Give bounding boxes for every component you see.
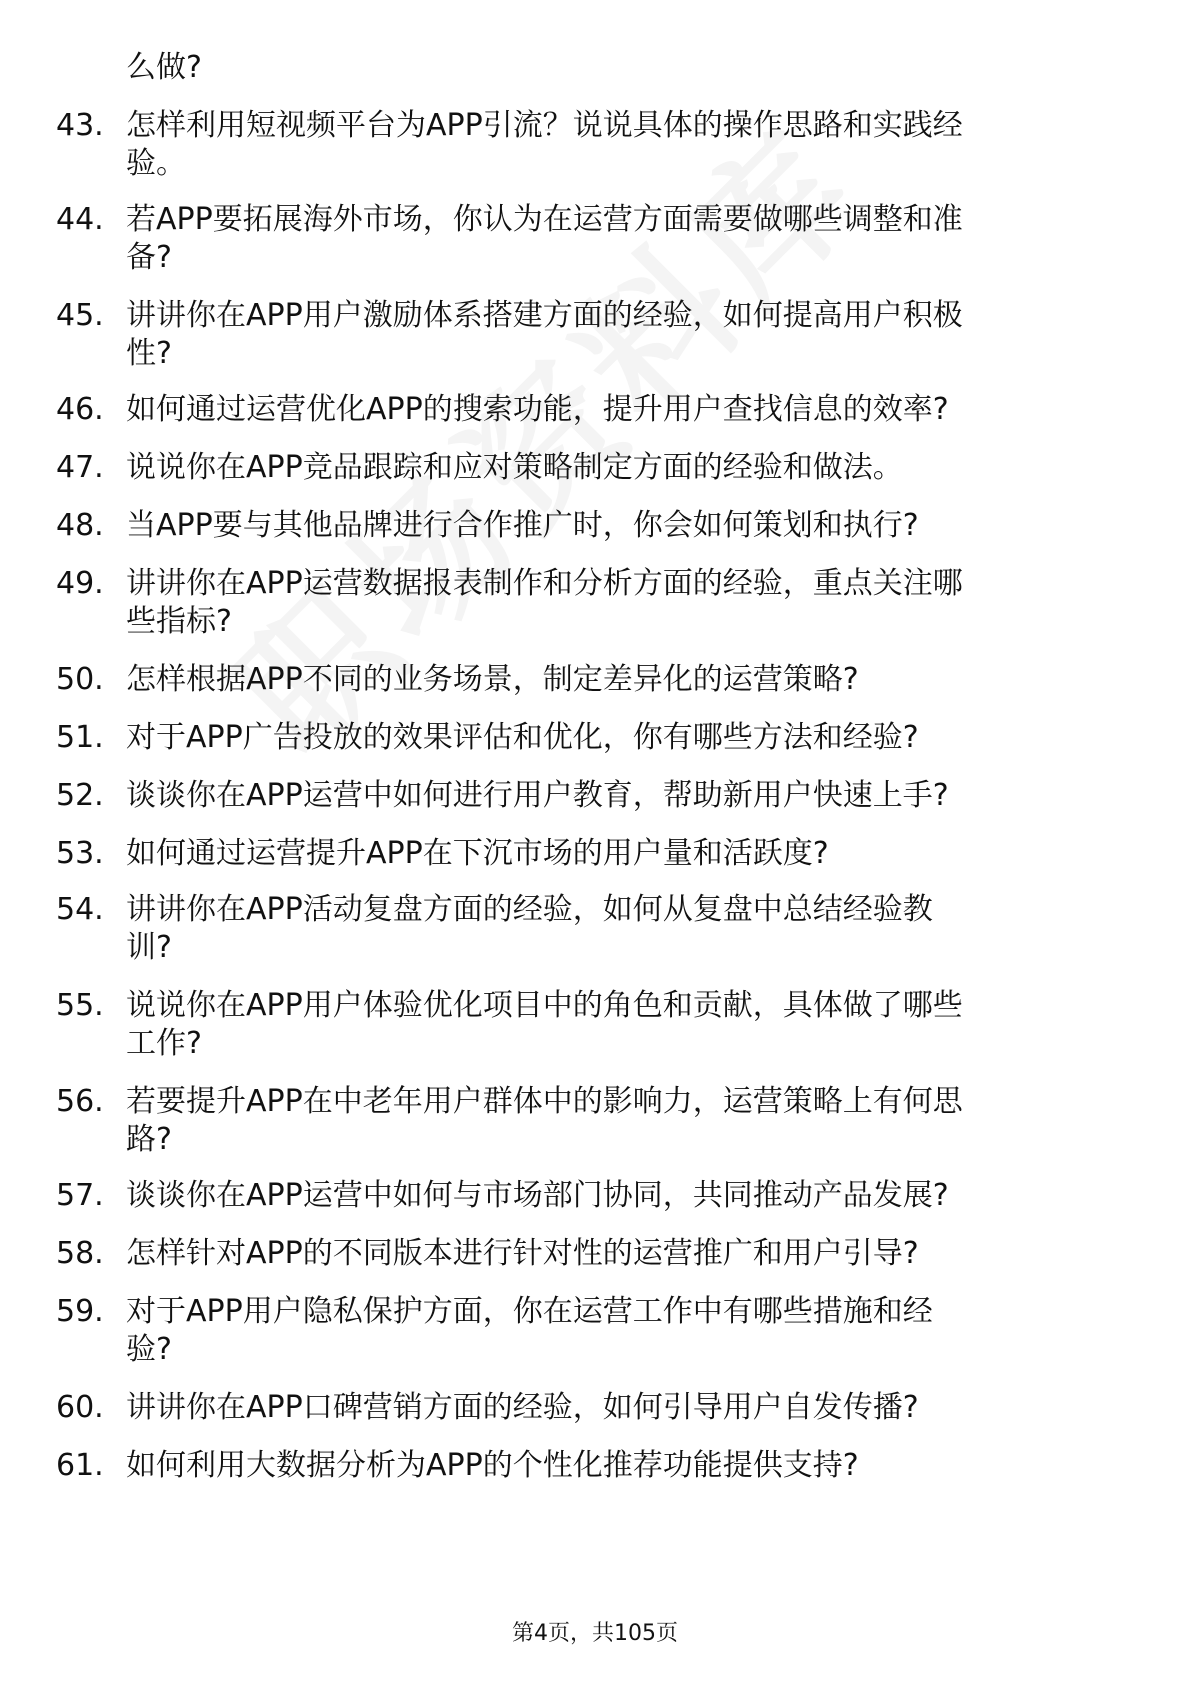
item-text: 如何利用大数据分析为APP的个性化推荐功能提供支持?: [126, 1448, 859, 1483]
item-text-continuation: 备?: [126, 240, 172, 275]
item-text: 谈谈你在APP运营中如何进行用户教育，帮助新用户快速上手?: [126, 778, 949, 813]
item-number: 47.: [56, 450, 104, 485]
page-number: 第4页，共105页: [512, 1621, 678, 1646]
item-text: 若要提升APP在中老年用户群体中的影响力，运营策略上有何思: [126, 1084, 963, 1119]
item-number: 53.: [56, 836, 104, 871]
item-text-continuation: 些指标?: [126, 604, 232, 639]
item-text-continuation: 工作?: [126, 1026, 202, 1061]
item-text: 讲讲你在APP用户激励体系搭建方面的经验，如何提高用户积极: [126, 298, 963, 333]
item-number: 54.: [56, 892, 104, 927]
item-number: 46.: [56, 392, 104, 427]
item-text: 怎样根据APP不同的业务场景，制定差异化的运营策略?: [126, 662, 859, 697]
item-text-continuation: 验。: [126, 146, 186, 181]
item-number: 49.: [56, 566, 104, 601]
item-text-continuation: 路?: [126, 1122, 172, 1157]
item-text: 对于APP用户隐私保护方面，你在运营工作中有哪些措施和经: [126, 1294, 933, 1329]
item-text: 讲讲你在APP口碑营销方面的经验，如何引导用户自发传播?: [126, 1390, 919, 1425]
item-number: 43.: [56, 108, 104, 143]
item-text: 说说你在APP用户体验优化项目中的角色和贡献，具体做了哪些: [126, 988, 963, 1023]
item-text: 如何通过运营提升APP在下沉市场的用户量和活跃度?: [126, 836, 829, 871]
item-text-continuation: 性?: [126, 336, 172, 371]
item-number: 48.: [56, 508, 104, 543]
item-number: 52.: [56, 778, 104, 813]
item-text: 说说你在APP竞品跟踪和应对策略制定方面的经验和做法。: [126, 450, 903, 485]
item-number: 58.: [56, 1236, 104, 1271]
item-number: 59.: [56, 1294, 104, 1329]
item-text: 怎样利用短视频平台为APP引流？说说具体的操作思路和实践经: [126, 108, 963, 143]
item-text: 讲讲你在APP运营数据报表制作和分析方面的经验，重点关注哪: [126, 566, 963, 601]
item-number: 60.: [56, 1390, 104, 1425]
item-number: 44.: [56, 202, 104, 237]
item-text: 当APP要与其他品牌进行合作推广时，你会如何策划和执行?: [126, 508, 919, 543]
item-text-continuation: 验?: [126, 1332, 172, 1367]
item-text: 对于APP广告投放的效果评估和优化，你有哪些方法和经验?: [126, 720, 919, 755]
item-number: 51.: [56, 720, 104, 755]
item-text: 如何通过运营优化APP的搜索功能，提升用户查找信息的效率?: [126, 392, 949, 427]
item-number: 45.: [56, 298, 104, 333]
item-text: 讲讲你在APP活动复盘方面的经验，如何从复盘中总结经验教: [126, 892, 933, 927]
item-text-continuation: 训?: [126, 930, 172, 965]
item-text: 怎样针对APP的不同版本进行针对性的运营推广和用户引导?: [126, 1236, 919, 1271]
continued-line: 么做?: [126, 50, 202, 85]
item-text: 若APP要拓展海外市场，你认为在运营方面需要做哪些调整和准: [126, 202, 963, 237]
item-number: 50.: [56, 662, 104, 697]
item-text: 谈谈你在APP运营中如何与市场部门协同，共同推动产品发展?: [126, 1178, 949, 1213]
item-number: 61.: [56, 1448, 104, 1483]
item-number: 56.: [56, 1084, 104, 1119]
item-number: 55.: [56, 988, 104, 1023]
item-number: 57.: [56, 1178, 104, 1213]
